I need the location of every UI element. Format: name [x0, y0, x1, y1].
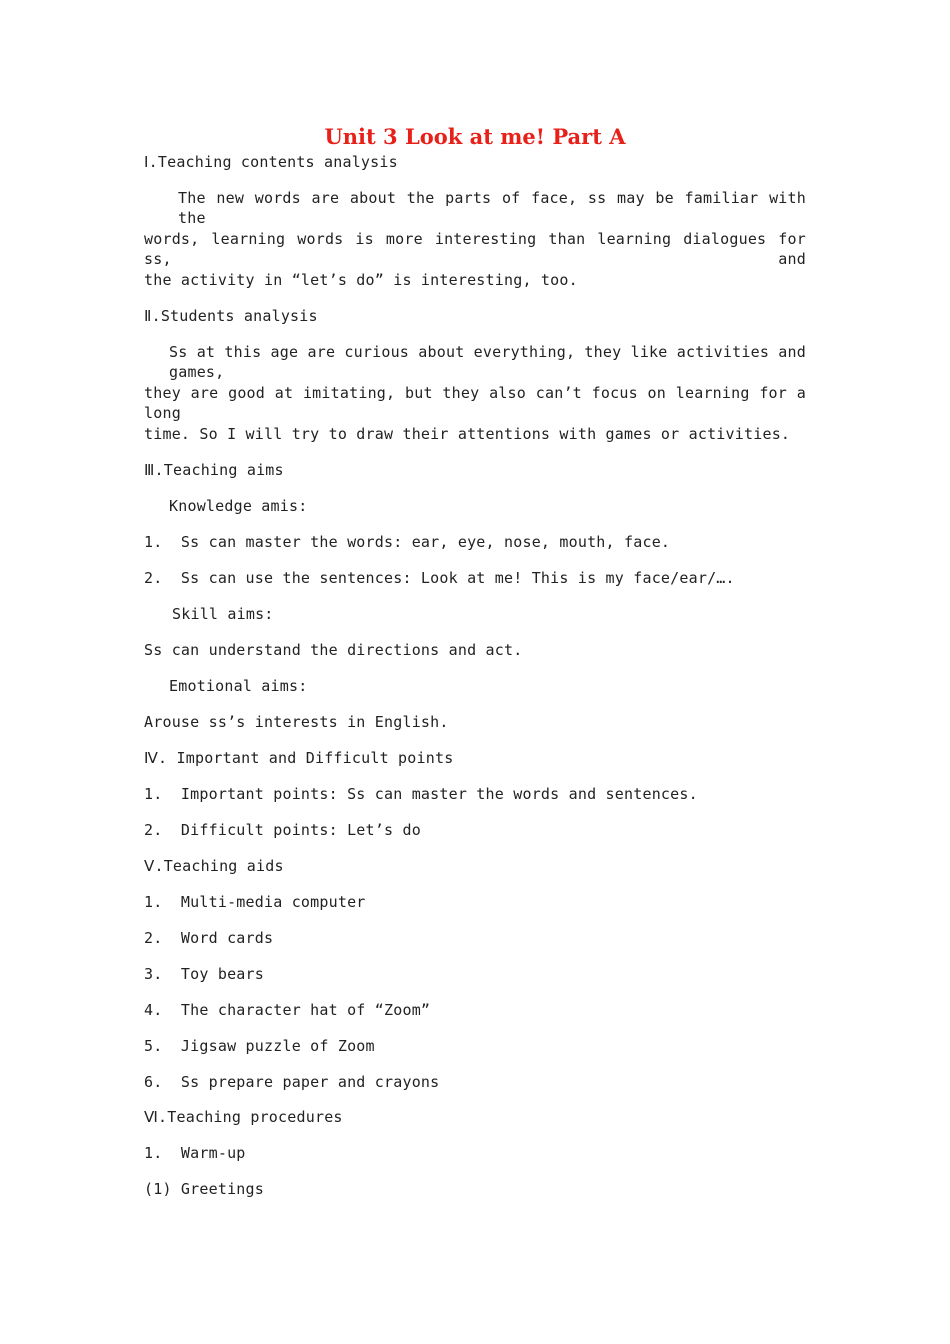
paragraph-line: they are good at imitating, but they also can’t focus on learning for a long	[144, 384, 806, 422]
section-heading-teaching-aims: Ⅲ.Teaching aims	[144, 461, 284, 479]
section-heading-teaching-aids: Ⅴ.Teaching aids	[144, 857, 284, 875]
list-item: 2. Word cards	[144, 929, 274, 947]
paragraph-line: Ss at this age are curious about everything, they like activities and games,	[169, 343, 806, 381]
list-item: 6. Ss prepare paper and crayons	[144, 1073, 440, 1091]
document-title: Unit 3 Look at me! Part A	[324, 124, 626, 149]
paragraph-line: the activity in “let’s do” is interesting, too.	[144, 271, 578, 289]
list-item: 3. Toy bears	[144, 965, 264, 983]
section-heading-students-analysis: Ⅱ.Students analysis	[144, 307, 318, 325]
list-item: 4. The character hat of “Zoom”	[144, 1001, 431, 1019]
paragraph-line: words, learning words is more interesting than learning dialogues for ss, and	[144, 230, 806, 268]
section-heading-teaching-contents: Ⅰ.Teaching contents analysis	[144, 153, 398, 171]
list-item: 5. Jigsaw puzzle of Zoom	[144, 1037, 375, 1055]
list-item: 2. Difficult points: Let’s do	[144, 821, 421, 839]
skill-aims-text: Ss can understand the directions and act.	[144, 641, 523, 659]
list-item: 1. Warm-up	[144, 1144, 246, 1162]
emotional-aims-label: Emotional aims:	[169, 677, 308, 695]
paragraph-line: time. So I will try to draw their attentions with games or activities.	[144, 425, 791, 443]
list-item: 1. Important points: Ss can master the words and sentences.	[144, 785, 698, 803]
knowledge-aims-label: Knowledge amis:	[169, 497, 308, 515]
skill-aims-label: Skill aims:	[172, 605, 274, 623]
list-item: 1. Ss can master the words: ear, eye, nose, mouth, face.	[144, 533, 671, 551]
list-item: (1) Greetings	[144, 1180, 264, 1198]
list-item: 2. Ss can use the sentences: Look at me! This is my face/ear/….	[144, 569, 735, 587]
section-heading-teaching-procedures: Ⅵ.Teaching procedures	[144, 1108, 343, 1126]
emotional-aims-text: Arouse ss’s interests in English.	[144, 713, 449, 731]
section-heading-important-difficult-points: Ⅳ. Important and Difficult points	[144, 749, 454, 767]
paragraph-line: The new words are about the parts of face, ss may be familiar with the	[178, 189, 806, 227]
list-item: 1. Multi-media computer	[144, 893, 366, 911]
